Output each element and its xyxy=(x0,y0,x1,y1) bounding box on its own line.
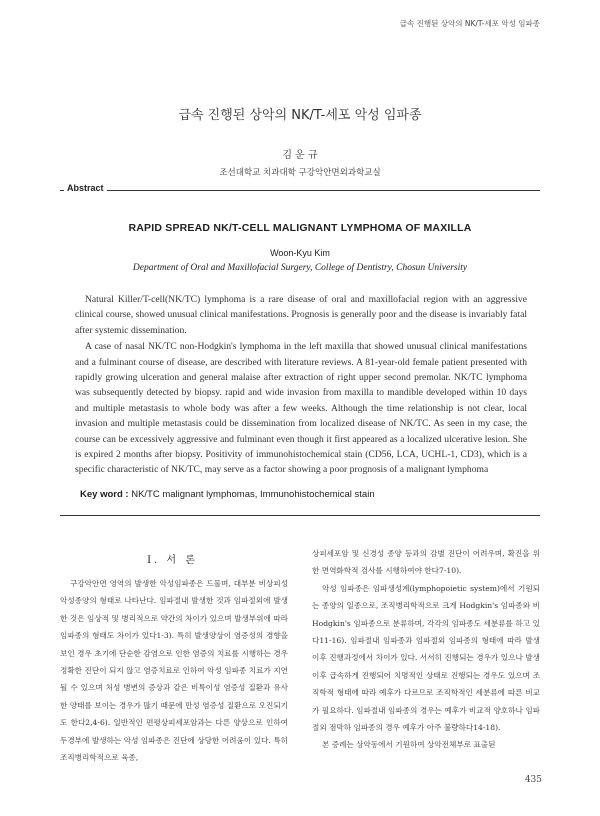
running-head: 급속 진행된 상악의 NK/T-세포 악성 임파종 xyxy=(399,19,540,28)
author-korean: 김 운 규 xyxy=(282,150,318,161)
abstract-top-rule xyxy=(60,190,540,191)
affiliation-korean: 조선대학교 치과대학 구강악안면외과학교실 xyxy=(219,168,381,178)
author-english: Woon-Kyu Kim xyxy=(270,248,330,258)
abstract-label: Abstract xyxy=(64,183,107,193)
keywords xyxy=(80,489,375,500)
article-title-korean: 급속 진행된 상악의 NK/T-세포 악성 임파종 xyxy=(178,108,422,123)
abstract-body xyxy=(75,292,527,479)
page-number: 435 xyxy=(524,775,542,785)
abstract-paragraph: A case of nasal NK/TC non-Hodgkin's lymphoma in the left maxilla that showed unusual clinical manifestations and a fulminant course of disease, are described with literature reviews. A 81-year-old female patient presented with rapidly growing ulceration and general malaise after extraction of right upper second premolar. NK/TC lymphoma was subsequently detected by biopsy. rapid and wide invasion from maxilla to mandible developed within 10 days and multiple metastasis to whole body was after a few weeks. Although the time relationship is not clear, local invasion and multiple metastasis could be dissemination from localized disease of NK/TC. As seen in my case, the course can be excessively aggressive and fulminant even though it first appeared as a localized ulcerative lesion. She is expired 2 months after biopsy. Positivity of immunohistochemical stain (CD56, LCA, UCHL-1, CD3), which is a specific characteristic of NK/TC, may serve as a factor showing a poor prognosis of a malignant lymphoma xyxy=(75,341,527,476)
abstract-bottom-rule xyxy=(60,515,540,516)
keywords-text: NK/TC malignant lymphomas, Immunohistochemical stain xyxy=(131,489,375,500)
article-title-english: RAPID SPREAD NK/T-CELL MALIGNANT LYMPHOMA OF MAXILLA xyxy=(128,222,472,234)
keywords-label: Key word : xyxy=(80,489,129,500)
affiliation-english: Department of Oral and Maxillofacial Surgery, College of Dentistry, Chosun University xyxy=(132,263,468,273)
body-paragraph: 악성 임파종은 임파생성계(lymphopoietic system)에서 기원되는 종양의 일종으로, 조직병리학적으로 크게 Hodgkin's 임파종와 비 Hodgkin's 임파종으로 분류하며, 각각의 임파종도 세분류를 하고 있다11-16). 임파절내 임파종과 임파절외 임파종의 형태에 따라 발생 이후 진행과정에서 차이가 있다. 서서히 진행되는 경우가 있으나 발생이후 급속하게 진행되어 치명적인 상태로 진행되는 경우도 있으며 조직학적 형태에 따라 예후가 다르므로 조직학적인 세분류에 따른 비교가 필요하다. 임파절내 임파종의 경우는 예후가 비교적 양호하나 임파절외 점막하 임파종의 경우 예후가 아주 불량하다14-18). xyxy=(312,583,540,733)
body-column-right xyxy=(312,545,540,754)
body-paragraph: 본 증례는 상악동에서 기원하여 상악전체부로 표출된 xyxy=(322,740,496,750)
body-paragraph: 구강악안면 영역의 발생한 악성임파종은 드물며, 대부분 비상피성 악성종양의 형태로 나타난다. 임파절내 발생한 것과 임파절외에 발생한 것은 임상적 및 병리적으로 약간의 차이가 있으며 발생부위에 따라 임파종의 형태도 차이가 있다1-3). 특히 발생양상이 염증성의 경향을 보인 경우 초기에 단순한 감염으로 인한 염증의 치료를 시행하는 경우 정확한 진단이 되지 않고 염증치료로 인하여 악성 임파종 치료가 지연될 수 있으며 처성 병변의 증상과 같은 비특이성 염증성 질환과 유사한 양태를 보이는 경우가 많기 때문에 만성 염증성 질환으로 오진되기도 한다2,4-6). 일반적인 편평상피세포암과는 다른 양상으로 인하여 두경부에 발생하는 악성 임파종은 진단에 상당한 어려움이 있다. 특히 조직병리학적으로 육종, xyxy=(60,579,288,763)
section-heading-introduction: Ⅰ. 서 론 xyxy=(147,555,198,566)
body-column-left xyxy=(60,575,288,766)
abstract-paragraph: Natural Killer/T-cell(NK/TC) lymphoma is a rare disease of oral and maxillofacial region with an aggressive clinical course, showed unusual clinical manifestations. Prognosis is generally poor and the disease is invariably fatal after systemic dissemination. xyxy=(75,294,527,336)
body-paragraph: 상피세포암 및 신경성 종양 등과의 감별 진단이 어려우며, 확진을 위한 면역화학적 검사를 시행하여야 한다7-10). xyxy=(312,549,540,576)
